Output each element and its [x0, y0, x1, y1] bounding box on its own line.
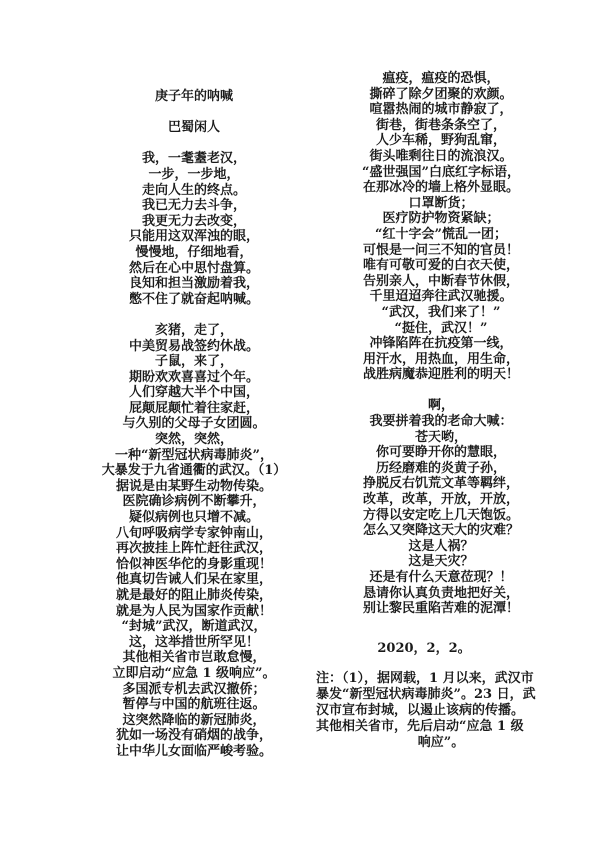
- poem-line: 人们穿越大半个中国，: [128, 385, 259, 401]
- poem-line: 多国派专机去武汉撤侨；: [122, 681, 266, 697]
- poem-line: 期盼欢欢喜喜过个年。: [128, 369, 259, 385]
- poem-line: 良知和担当激励着我，: [128, 276, 259, 292]
- poem-line: 恰似神医华佗的身影重现！: [115, 556, 272, 572]
- poem-line: 立即启动“应急 1 级响应”。: [112, 665, 276, 681]
- poem-line: 怎么又突降这天大的灾难？: [362, 523, 519, 539]
- poem-column-left: [72, 71, 316, 849]
- poem-line: 这是人祸？: [408, 538, 474, 554]
- poem-line: 千里迢迢奔往武汉驰援。: [369, 289, 513, 305]
- poem-line: 口罩断货；: [408, 195, 474, 211]
- footnote-line: 其他相关省市，先后启动“应急 1 级: [316, 719, 524, 735]
- poem-line: 告别亲人，中断春节休假，: [362, 273, 519, 289]
- poem-line: 其他相关省市岂敢怠慢，: [122, 650, 266, 666]
- poem-line: 突然，突然，: [154, 432, 233, 448]
- poem-line: 撕碎了除夕团聚的欢颜。: [369, 86, 513, 102]
- poem-line: 我要拼着我的老命大喊：: [369, 414, 513, 430]
- poem-line: 人少车稀，野狗乱窜，: [375, 133, 506, 149]
- poem-line: 暂停与中国的航班往返。: [122, 697, 266, 713]
- poem-line: 然后在心中思忖盘算。: [128, 260, 259, 276]
- poem-line: 喧嚣热闹的城市静寂了，: [369, 102, 513, 118]
- poem-line: 我更无力去改变，: [141, 213, 246, 229]
- poem-line: “盛世强国”白底红字标语，: [362, 164, 520, 180]
- poem-line: 街巷，街巷条条空了，: [375, 117, 506, 133]
- poem-line: 历经磨难的炎黄子孙，: [375, 460, 506, 476]
- poem-line: 一步，一步地，: [148, 166, 240, 182]
- footnote-line: 汉市宣布封城，以遏止该病的传播。: [316, 703, 525, 719]
- poem-line: 这是天灾？: [408, 554, 474, 570]
- poem-line: 犹如一场没有硝烟的战争，: [115, 728, 272, 744]
- poem-line: 还是有什么天意莅现？！: [369, 570, 513, 585]
- poem-line: “挺住，武汉！”: [394, 320, 488, 336]
- poem-line: 瘟疫，瘟疫的恐惧，: [382, 71, 500, 86]
- poem-line: 你可要睁开你的慧眼，: [375, 445, 506, 461]
- poem-line: 我已无力去斗争，: [141, 198, 246, 214]
- poem-line: 就是为人民为国家作贡献！: [115, 603, 272, 619]
- poem-line: 疑似病例也只增不减。: [128, 510, 259, 526]
- poem-line: 医院确诊病例不断攀升，: [122, 494, 266, 510]
- poem-line: 他真切告诫人们呆在家里，: [115, 572, 272, 588]
- footnote-line: 注：（1），据网载，1 月以来，武汉市: [316, 671, 534, 687]
- poem-line: 啊，: [427, 398, 454, 414]
- poem-line: 挣脱反右饥荒文革等羁绊，: [362, 476, 519, 492]
- poem-line: 憋不住了就奋起呐喊。: [128, 291, 259, 307]
- poem-line: 方得以安定吃上几天饱饭。: [362, 507, 519, 523]
- poem-title: 庚子年的呐喊: [154, 89, 233, 104]
- poem-line: 就是最好的阻止肺炎传染，: [115, 588, 272, 603]
- footnote-line: 暴发“新型冠状病毒肺炎”。23 日，武: [316, 687, 536, 703]
- poem-line: 八旬呼吸病学专家钟南山，: [115, 525, 272, 541]
- poem-line: “武汉，我们来了！”: [381, 304, 501, 320]
- poem-line: 据说是由某野生动物传染。: [115, 478, 272, 494]
- poem-line: 街头唯剩往日的流浪汉。: [369, 148, 513, 164]
- poem-line: 我，一耄耋老汉，: [141, 151, 246, 167]
- poem-date: 2020，2，2。: [377, 640, 471, 656]
- poem-line: “红十字会”慌乱一团；: [375, 226, 507, 242]
- poem-line: 慢慢地，仔细地看，: [135, 244, 253, 260]
- poem-line: 医疗防护物资紧缺；: [382, 211, 500, 227]
- poem-line: 这，这举措世所罕见！: [128, 634, 259, 650]
- poem-line: 子鼠，来了，: [154, 354, 233, 370]
- poem-line: 大暴发于九省通衢的武汉。（1）: [101, 463, 287, 479]
- poem-line: 用汗水，用热血，用生命，: [362, 351, 519, 367]
- poem-line: 与久别的父母子女团圆。: [122, 416, 266, 432]
- footnote: [316, 671, 566, 751]
- poem-line: 只能用这双浑浊的眼，: [128, 229, 259, 245]
- poem-line: 亥猪，走了，: [154, 322, 233, 338]
- poem-line: 战胜病魔恭迎胜利的明天！: [362, 367, 519, 383]
- poem-column-right: [316, 71, 566, 849]
- poem-line: 苍天哟，: [414, 429, 467, 445]
- poem-line: 一种“新型冠状病毒肺炎”，: [115, 447, 273, 463]
- poem-line: 恳请你认真负责地把好关，: [362, 585, 519, 601]
- stanza-2: [72, 323, 316, 760]
- poem-line: “封城”武汉，断道武汉，: [121, 619, 267, 635]
- poem-line: 可恨是一问三不知的官员！: [362, 242, 519, 258]
- poem-line: 这突然降临的新冠肺炎，: [122, 712, 266, 728]
- poem-line: 中美贸易战签约休战。: [128, 338, 259, 354]
- poem-line: 改革，改革，开放，开放，: [362, 492, 519, 508]
- poem-line: 走向人生的终点。: [141, 182, 246, 198]
- poem-author: 巴蜀闲人: [167, 120, 220, 136]
- poem-line: 别让黎民重陷苦难的泥潭！: [362, 601, 519, 617]
- footnote-line: 响应”。: [417, 735, 465, 751]
- stanza-3: [316, 71, 566, 383]
- stanza-1: [72, 151, 316, 307]
- poem-line: 冲锋陷阵在抗疫第一线，: [369, 336, 513, 352]
- poem-line: 屁颠屁颠忙着往家赶，: [128, 400, 259, 416]
- poem-line: 在那冰冷的墙上格外显眼。: [362, 180, 519, 196]
- poem-line: 再次披挂上阵忙赶往武汉，: [115, 541, 272, 557]
- poem-line: 让中华儿女面临严峻考验。: [115, 743, 272, 759]
- poem-line: 唯有可敬可爱的白衣天使，: [362, 258, 519, 274]
- stanza-4: [316, 398, 566, 616]
